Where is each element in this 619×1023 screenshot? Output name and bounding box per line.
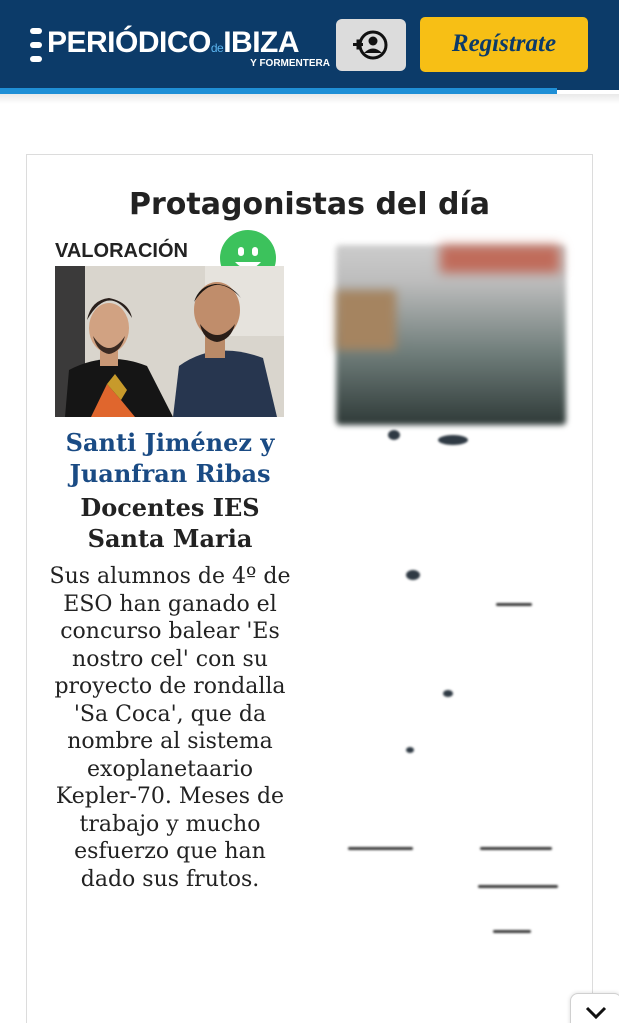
blur-fragment	[406, 570, 420, 580]
rating-label: VALORACIÓN	[55, 240, 188, 262]
site-logo[interactable]	[47, 22, 332, 72]
logo-city-text: IBIZA	[223, 26, 300, 59]
blur-fragment	[478, 885, 558, 888]
blur-fragment	[406, 747, 414, 753]
user-add-icon	[353, 29, 389, 61]
logo-main-text: PERIÓDICO	[47, 26, 211, 59]
blurred-image	[336, 245, 566, 425]
user-login-button[interactable]	[336, 19, 406, 71]
site-header	[0, 0, 619, 90]
blur-fragment	[496, 603, 532, 606]
menu-icon[interactable]	[30, 28, 42, 62]
section-title: Protagonistas del día	[129, 187, 490, 222]
blur-fragment	[388, 430, 400, 440]
blur-fragment	[443, 690, 453, 697]
header-shadow	[0, 94, 619, 104]
blur-fragment	[348, 847, 413, 850]
collapse-button[interactable]	[570, 993, 619, 1023]
protagonist-role: Docentes IES Santa Maria	[80, 493, 260, 553]
logo-subtitle: Y FORMENTERA	[250, 58, 330, 69]
blur-fragment	[480, 847, 552, 850]
protagonist-summary: Sus alumnos de 4º de ESO han ganado el concurso balear 'Es nostro cel' con su proyecto de rondalla 'Sa Coca', que da nombre al sistema exoplanetaario Kepler-70. Meses de trabajo y mucho esfuerzo que han dado sus frutos.	[49, 564, 291, 892]
blur-fragment	[493, 930, 531, 933]
protagonist-names-link[interactable]: Santi Jiménez y Juanfran Ribas	[65, 428, 275, 488]
logo-de-text: de	[210, 41, 224, 55]
blur-fragment	[438, 435, 468, 445]
chevron-down-icon	[585, 1006, 607, 1020]
protagonists-photo[interactable]	[55, 266, 284, 417]
register-button[interactable]: Regístrate	[420, 17, 588, 72]
blurred-loading-content	[318, 225, 583, 985]
